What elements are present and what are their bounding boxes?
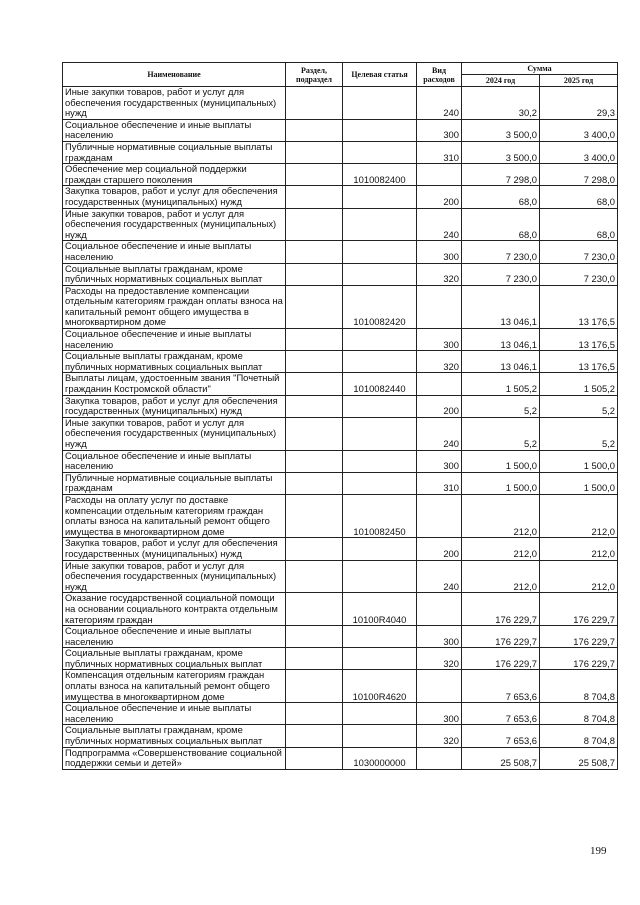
header-year-2025: 2025 год	[540, 75, 618, 87]
cell-target	[343, 450, 417, 472]
cell-kind: 320	[417, 725, 462, 747]
cell-sum-2025: 212,0	[540, 538, 618, 560]
table-row	[63, 141, 618, 163]
cell-name: Подпрограмма «Совершенствование социальной поддержки семьи и детей»	[63, 747, 286, 769]
table-body	[63, 87, 618, 770]
table-row	[63, 241, 618, 263]
cell-section	[286, 141, 343, 163]
cell-target	[343, 329, 417, 351]
table-row	[63, 648, 618, 670]
cell-kind	[417, 593, 462, 626]
cell-sum-2025: 5,2	[540, 417, 618, 450]
cell-sum-2024: 7 653,6	[462, 703, 540, 725]
cell-name: Публичные нормативные социальные выплаты гражданам	[63, 472, 286, 494]
cell-kind: 320	[417, 351, 462, 373]
cell-sum-2025: 1 500,0	[540, 472, 618, 494]
cell-kind: 300	[417, 626, 462, 648]
cell-sum-2024: 7 298,0	[462, 164, 540, 186]
cell-name: Закупка товаров, работ и услуг для обеспечения государственных (муниципальных) нужд	[63, 538, 286, 560]
cell-section	[286, 241, 343, 263]
cell-name: Иные закупки товаров, работ и услуг для обеспечения государственных (муниципальных) нужд	[63, 87, 286, 120]
cell-kind	[417, 164, 462, 186]
table-row	[63, 626, 618, 648]
cell-sum-2025: 8 704,8	[540, 725, 618, 747]
cell-sum-2025: 3 400,0	[540, 141, 618, 163]
cell-sum-2025: 5,2	[540, 395, 618, 417]
cell-kind	[417, 747, 462, 769]
cell-kind: 300	[417, 241, 462, 263]
cell-sum-2024: 212,0	[462, 560, 540, 593]
cell-sum-2025: 13 176,5	[540, 285, 618, 328]
cell-section	[286, 186, 343, 208]
cell-section	[286, 87, 343, 120]
table-row	[63, 186, 618, 208]
cell-name: Закупка товаров, работ и услуг для обеспечения государственных (муниципальных) нужд	[63, 186, 286, 208]
cell-target	[343, 208, 417, 241]
cell-sum-2025: 7 298,0	[540, 164, 618, 186]
cell-sum-2024: 7 230,0	[462, 241, 540, 263]
cell-name: Расходы на предоставление компенсации отдельным категориям граждан оплаты взноса на капитальный ремонт общего имущества в многоквартирном доме	[63, 285, 286, 328]
header-year-2024: 2024 год	[462, 75, 540, 87]
table-row	[63, 373, 618, 395]
cell-name: Социальное обеспечение и иные выплаты населению	[63, 450, 286, 472]
cell-kind	[417, 494, 462, 537]
cell-sum-2025: 3 400,0	[540, 119, 618, 141]
cell-sum-2025: 7 230,0	[540, 263, 618, 285]
cell-section	[286, 670, 343, 703]
cell-sum-2024: 212,0	[462, 494, 540, 537]
cell-section	[286, 725, 343, 747]
cell-section	[286, 450, 343, 472]
cell-sum-2024: 3 500,0	[462, 119, 540, 141]
cell-sum-2024: 1 505,2	[462, 373, 540, 395]
cell-kind: 240	[417, 87, 462, 120]
cell-kind: 300	[417, 119, 462, 141]
header-name: Наименование	[63, 63, 286, 87]
cell-section	[286, 593, 343, 626]
cell-sum-2025: 1 500,0	[540, 450, 618, 472]
cell-section	[286, 538, 343, 560]
cell-target	[343, 648, 417, 670]
table-row	[63, 87, 618, 120]
cell-section	[286, 703, 343, 725]
cell-kind: 240	[417, 208, 462, 241]
cell-target: 1010082440	[343, 373, 417, 395]
cell-sum-2024: 212,0	[462, 538, 540, 560]
cell-sum-2025: 8 704,8	[540, 703, 618, 725]
table-row	[63, 208, 618, 241]
cell-target	[343, 538, 417, 560]
cell-sum-2025: 13 176,5	[540, 351, 618, 373]
cell-name: Социальное обеспечение и иные выплаты населению	[63, 626, 286, 648]
cell-section	[286, 119, 343, 141]
cell-target: 1030000000	[343, 747, 417, 769]
cell-kind: 320	[417, 648, 462, 670]
table-row	[63, 747, 618, 769]
cell-section	[286, 164, 343, 186]
cell-section	[286, 395, 343, 417]
cell-name: Социальные выплаты гражданам, кроме публичных нормативных социальных выплат	[63, 263, 286, 285]
table-row	[63, 472, 618, 494]
cell-section	[286, 747, 343, 769]
cell-section	[286, 373, 343, 395]
cell-sum-2025: 29,3	[540, 87, 618, 120]
cell-kind: 310	[417, 472, 462, 494]
cell-sum-2024: 1 500,0	[462, 450, 540, 472]
cell-name: Оказание государственной социальной помощи на основании социального контракта отдельным категориям граждан	[63, 593, 286, 626]
cell-kind	[417, 285, 462, 328]
cell-kind	[417, 670, 462, 703]
cell-name: Социальное обеспечение и иные выплаты населению	[63, 241, 286, 263]
cell-name: Публичные нормативные социальные выплаты гражданам	[63, 141, 286, 163]
cell-sum-2025: 68,0	[540, 208, 618, 241]
cell-sum-2024: 5,2	[462, 395, 540, 417]
cell-target: 10100R4620	[343, 670, 417, 703]
cell-name: Социальные выплаты гражданам, кроме публичных нормативных социальных выплат	[63, 351, 286, 373]
cell-target	[343, 626, 417, 648]
cell-target	[343, 560, 417, 593]
table-row	[63, 494, 618, 537]
cell-sum-2025: 68,0	[540, 186, 618, 208]
cell-kind: 240	[417, 417, 462, 450]
cell-name: Компенсация отдельным категориям граждан оплаты взноса на капитальный ремонт общего имущества в многоквартирном доме	[63, 670, 286, 703]
cell-target	[343, 703, 417, 725]
cell-name: Выплаты лицам, удостоенным звания "Почетный гражданин Костромской области"	[63, 373, 286, 395]
cell-kind	[417, 373, 462, 395]
cell-sum-2024: 30,2	[462, 87, 540, 120]
cell-sum-2024: 68,0	[462, 208, 540, 241]
cell-kind: 200	[417, 186, 462, 208]
cell-name: Социальные выплаты гражданам, кроме публичных нормативных социальных выплат	[63, 725, 286, 747]
cell-sum-2025: 212,0	[540, 560, 618, 593]
cell-section	[286, 494, 343, 537]
cell-name: Социальное обеспечение и иные выплаты населению	[63, 329, 286, 351]
table-row	[63, 351, 618, 373]
cell-name: Социальные выплаты гражданам, кроме публичных нормативных социальных выплат	[63, 648, 286, 670]
cell-name: Социальное обеспечение и иные выплаты населению	[63, 703, 286, 725]
cell-name: Иные закупки товаров, работ и услуг для обеспечения государственных (муниципальных) нужд	[63, 208, 286, 241]
cell-name: Иные закупки товаров, работ и услуг для обеспечения государственных (муниципальных) нужд	[63, 560, 286, 593]
header-sum: Сумма	[462, 63, 618, 75]
cell-section	[286, 208, 343, 241]
cell-sum-2025: 7 230,0	[540, 241, 618, 263]
cell-name: Иные закупки товаров, работ и услуг для обеспечения государственных (муниципальных) нужд	[63, 417, 286, 450]
cell-target: 1010082420	[343, 285, 417, 328]
cell-kind: 300	[417, 329, 462, 351]
table-row	[63, 593, 618, 626]
cell-sum-2025: 176 229,7	[540, 593, 618, 626]
cell-sum-2025: 13 176,5	[540, 329, 618, 351]
cell-section	[286, 263, 343, 285]
cell-sum-2024: 176 229,7	[462, 626, 540, 648]
cell-sum-2025: 8 704,8	[540, 670, 618, 703]
cell-sum-2024: 176 229,7	[462, 593, 540, 626]
header-kind: Вид расходов	[417, 63, 462, 87]
header-target: Целевая статья	[343, 63, 417, 87]
cell-sum-2025: 176 229,7	[540, 648, 618, 670]
cell-name: Расходы на оплату услуг по доставке компенсации отдельным категориям граждан оплаты взноса на капитальный ремонт общего имущества в многоквартирном доме	[63, 494, 286, 537]
cell-sum-2024: 7 653,6	[462, 725, 540, 747]
table-row	[63, 725, 618, 747]
cell-kind: 240	[417, 560, 462, 593]
cell-sum-2025: 212,0	[540, 494, 618, 537]
table-row	[63, 703, 618, 725]
cell-sum-2024: 68,0	[462, 186, 540, 208]
table-row	[63, 164, 618, 186]
table-row	[63, 417, 618, 450]
cell-sum-2025: 1 505,2	[540, 373, 618, 395]
cell-target: 10100R4040	[343, 593, 417, 626]
cell-section	[286, 626, 343, 648]
cell-target: 1010082450	[343, 494, 417, 537]
cell-sum-2024: 1 500,0	[462, 472, 540, 494]
table-row	[63, 285, 618, 328]
table-row	[63, 538, 618, 560]
table-row	[63, 450, 618, 472]
cell-sum-2024: 13 046,1	[462, 285, 540, 328]
cell-kind: 200	[417, 538, 462, 560]
cell-sum-2024: 176 229,7	[462, 648, 540, 670]
cell-name: Социальное обеспечение и иные выплаты населению	[63, 119, 286, 141]
cell-sum-2024: 13 046,1	[462, 329, 540, 351]
cell-kind: 320	[417, 263, 462, 285]
cell-target	[343, 725, 417, 747]
cell-section	[286, 648, 343, 670]
cell-section	[286, 417, 343, 450]
cell-sum-2025: 25 508,7	[540, 747, 618, 769]
table-row	[63, 395, 618, 417]
cell-sum-2024: 7 230,0	[462, 263, 540, 285]
header-section: Раздел, подраздел	[286, 63, 343, 87]
cell-sum-2025: 176 229,7	[540, 626, 618, 648]
cell-section	[286, 560, 343, 593]
cell-name: Обеспечение мер социальной поддержки граждан старшего поколения	[63, 164, 286, 186]
cell-section	[286, 351, 343, 373]
cell-section	[286, 285, 343, 328]
table-row	[63, 263, 618, 285]
cell-target	[343, 87, 417, 120]
cell-kind: 310	[417, 141, 462, 163]
budget-table	[62, 62, 618, 770]
cell-target	[343, 186, 417, 208]
table-row	[63, 119, 618, 141]
cell-target	[343, 141, 417, 163]
cell-sum-2024: 5,2	[462, 417, 540, 450]
cell-sum-2024: 25 508,7	[462, 747, 540, 769]
page-number: 199	[590, 845, 607, 857]
cell-kind: 300	[417, 450, 462, 472]
cell-target	[343, 119, 417, 141]
cell-target	[343, 395, 417, 417]
cell-target	[343, 241, 417, 263]
cell-section	[286, 472, 343, 494]
table-row	[63, 560, 618, 593]
cell-sum-2024: 3 500,0	[462, 141, 540, 163]
cell-target	[343, 472, 417, 494]
table-row	[63, 670, 618, 703]
cell-target	[343, 417, 417, 450]
cell-target	[343, 263, 417, 285]
cell-sum-2024: 7 653,6	[462, 670, 540, 703]
cell-sum-2024: 13 046,1	[462, 351, 540, 373]
cell-section	[286, 329, 343, 351]
table-row	[63, 329, 618, 351]
cell-target: 1010082400	[343, 164, 417, 186]
cell-kind: 200	[417, 395, 462, 417]
cell-kind: 300	[417, 703, 462, 725]
cell-name: Закупка товаров, работ и услуг для обеспечения государственных (муниципальных) нужд	[63, 395, 286, 417]
cell-target	[343, 351, 417, 373]
